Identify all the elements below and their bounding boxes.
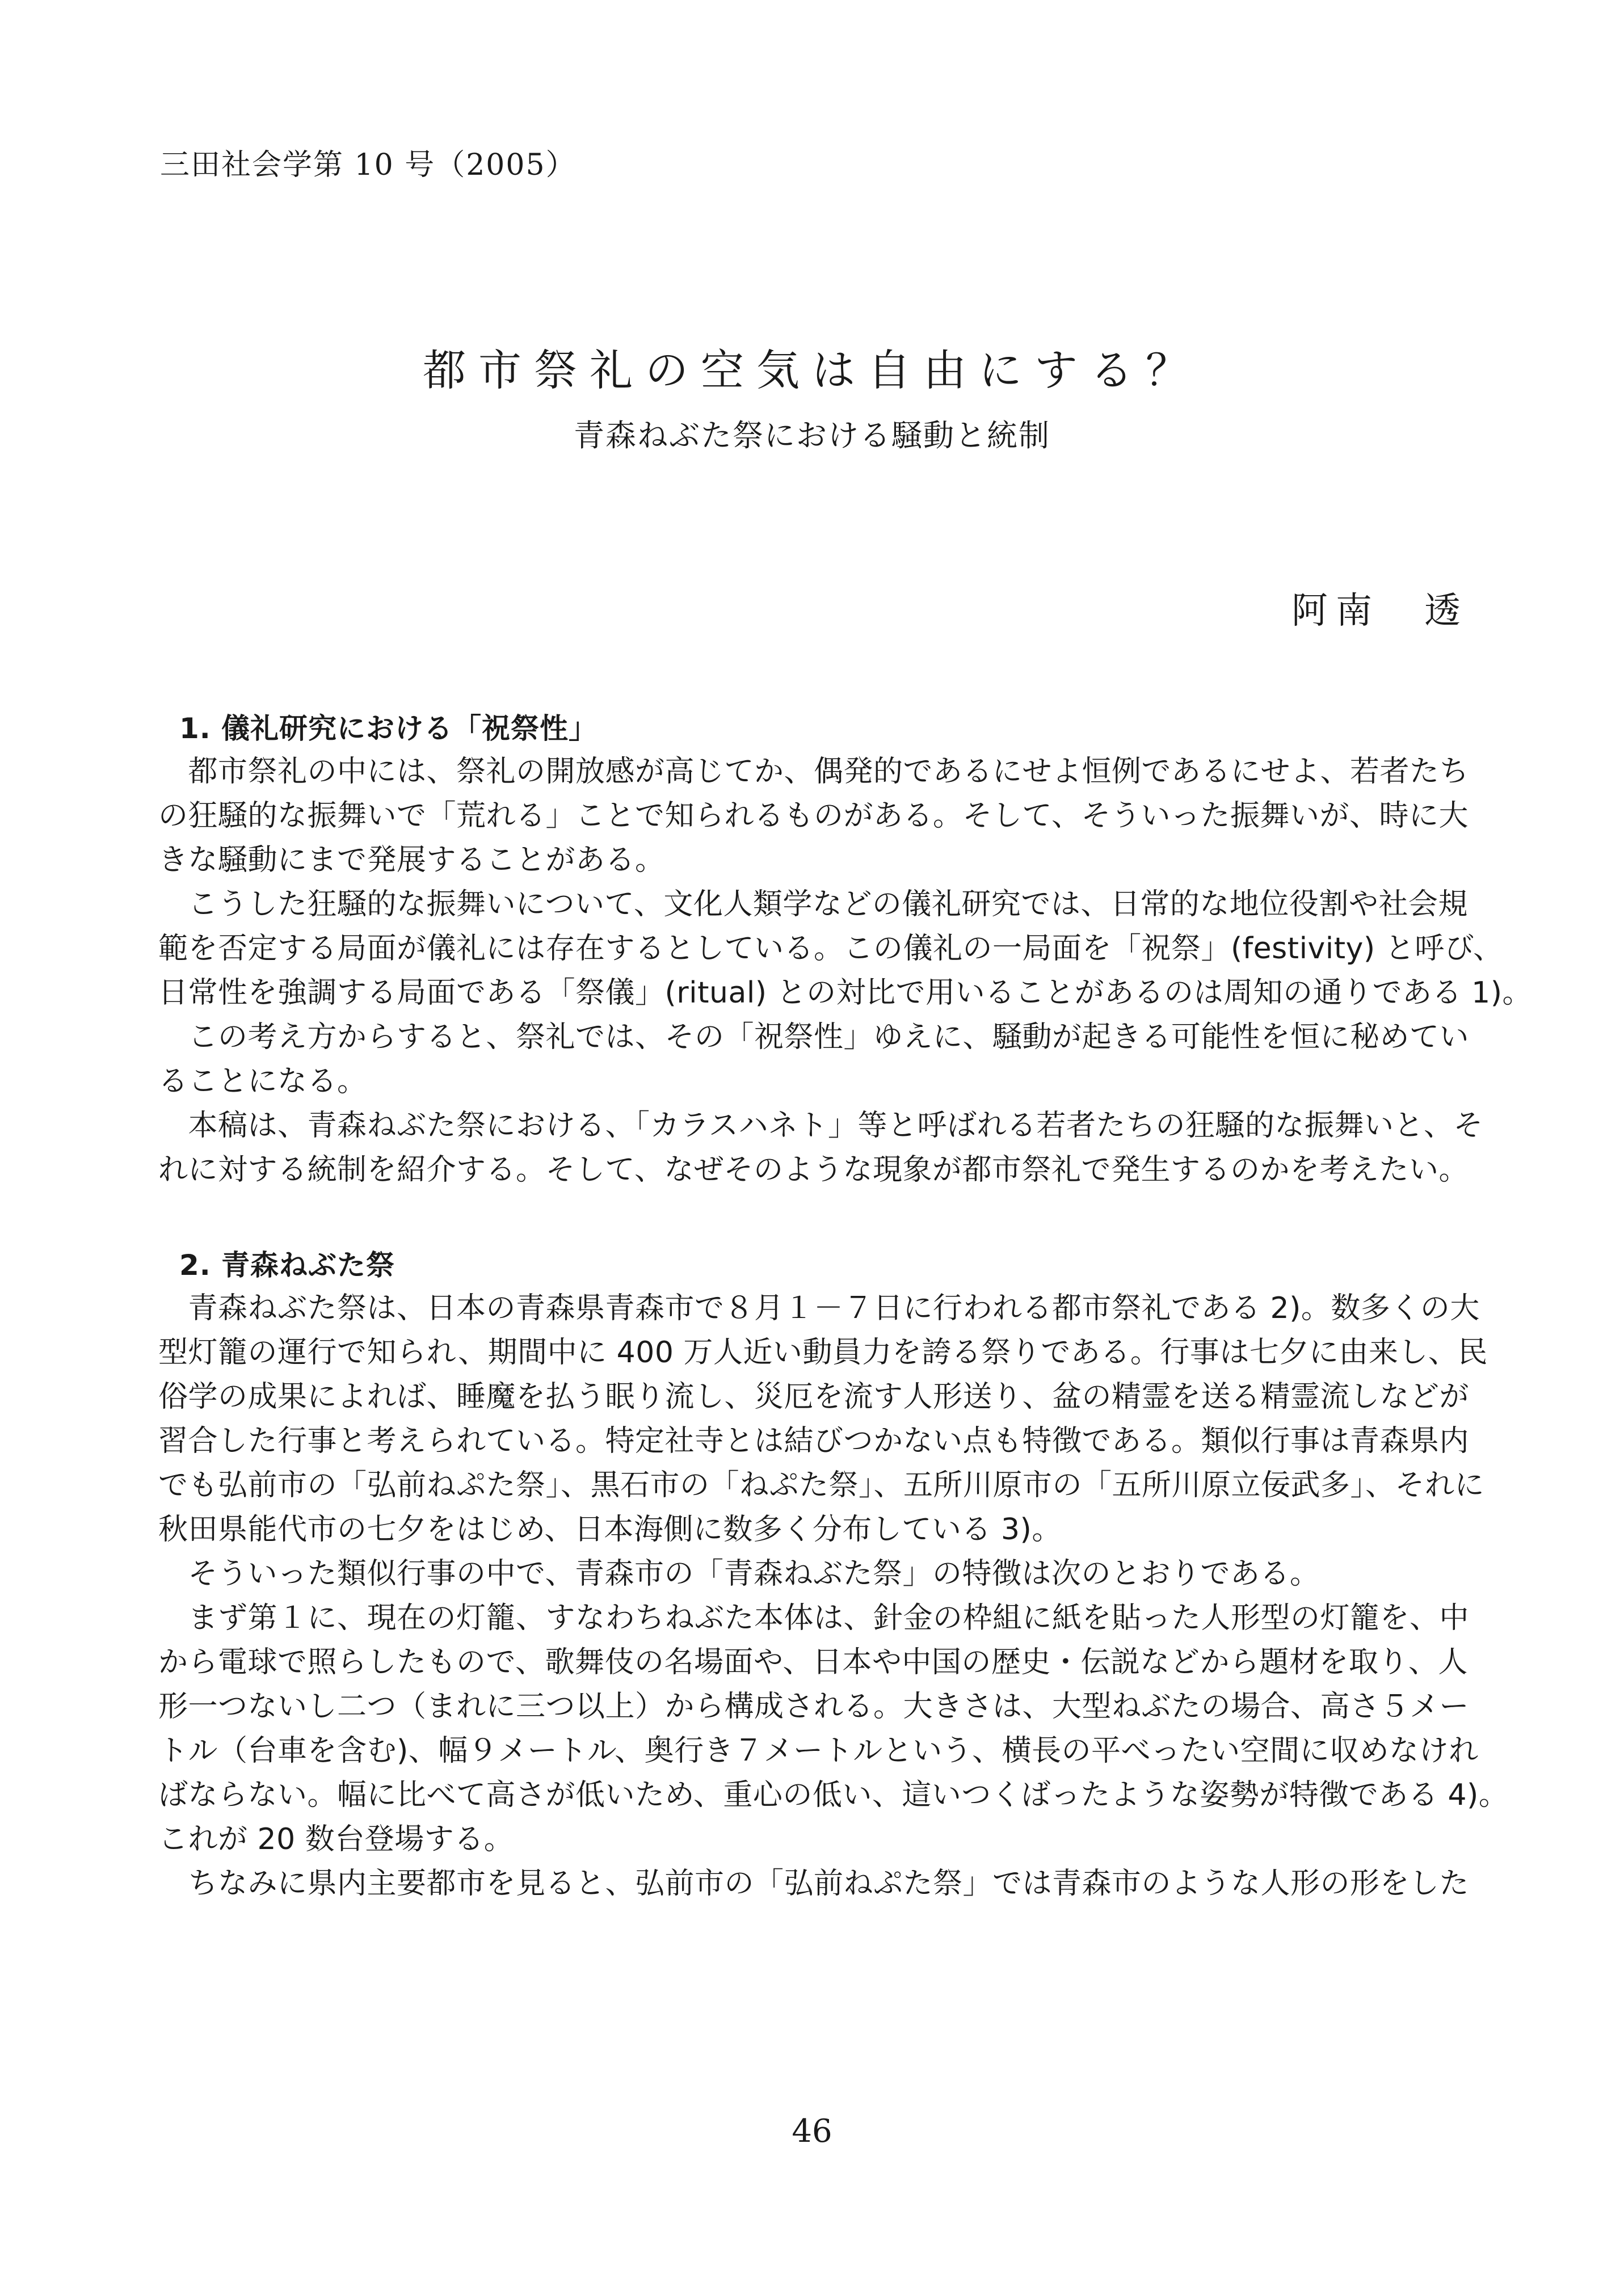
author-name: 阿南 透 [1291, 590, 1469, 632]
section-heading [179, 1243, 395, 1283]
section-heading [179, 706, 598, 747]
section-number: 1. [179, 712, 211, 745]
paragraph-line: 形一つないし二つ（まれに三つ以上）から構成される。大きさは、大型ねぶたの場合、高さ５メー [158, 1690, 1470, 1724]
paragraph-line: 俗学の成果によれば、睡魔を払う眠り流し、災厄を流す人形送り、盆の精霊を送る精霊流しなどが [158, 1380, 1470, 1414]
section-title: 青森ねぶた祭 [221, 1249, 395, 1282]
paragraph-line: でも弘前市の「弘前ねぷた祭」、黒石市の「ねぷた祭」、五所川原市の「五所川原立佞武多」、それに [158, 1468, 1485, 1502]
paragraph-line: この考え方からすると、祭礼では、その「祝祭性」ゆえに、騒動が起きる可能性を恒に秘めてい [158, 1020, 1470, 1054]
paragraph-line: 習合した行事と考えられている。特定社寺とは結びつかない点も特徴である。類似行事は青森県内 [158, 1424, 1470, 1458]
paragraph-line: 範を否定する局面が儀礼には存在するとしている。この儀礼の一局面を「祝祭」(festivity) と呼び、 [158, 932, 1503, 966]
paragraph-line: まず第１に、現在の灯籠、すなわちねぶた本体は、針金の枠組に紙を貼った人形型の灯籠を、中 [158, 1601, 1470, 1635]
section-number: 2. [179, 1249, 211, 1282]
paragraph-line: 青森ねぶた祭は、日本の青森県青森市で８月１－７日に行われる都市祭礼である 2)。数多くの大 [158, 1291, 1480, 1325]
section-title: 儀礼研究における「祝祭性」 [221, 712, 598, 745]
paragraph-line: 日常性を強調する局面である「祭儀」(ritual) との対比で用いることがあるのは周知の通りである 1)。 [158, 976, 1532, 1010]
paragraph-line: 本稿は、青森ねぶた祭における、「カラスハネト」等と呼ばれる若者たちの狂騒的な振舞いと、そ [158, 1109, 1483, 1143]
paragraph-line: ちなみに県内主要都市を見ると、弘前市の「弘前ねぷた祭」では青森市のような人形の形をした [158, 1867, 1470, 1901]
paragraph-line: きな騒動にまで発展することがある。 [158, 843, 665, 877]
paragraph-line: の狂騒的な振舞いで「荒れる」ことで知られるものがある。そして、そういった振舞いが、時に大 [158, 799, 1469, 833]
paragraph-line: こうした狂騒的な振舞いについて、文化人類学などの儀礼研究では、日常的な地位役割や社会規 [158, 887, 1468, 921]
paragraph-line: 型灯籠の運行で知られ、期間中に 400 万人近い動員力を誇る祭りである。行事は七夕に由来し、民 [158, 1336, 1488, 1370]
paragraph-line: これが 20 数台登場する。 [158, 1822, 514, 1856]
paragraph-line: ばならない。幅に比べて高さが低いため、重心の低い、這いつくばったような姿勢が特徴である 4)。 [158, 1778, 1509, 1812]
article-subtitle: 青森ねぶた祭における騒動と統制 [574, 418, 1050, 453]
paragraph-line: そういった類似行事の中で、青森市の「青森ねぶた祭」の特徴は次のとおりである。 [158, 1557, 1320, 1591]
article-title: 都市祭礼の空気は自由にする？ [423, 345, 1201, 395]
page-number: 46 [792, 2113, 832, 2150]
paragraph-line: トル（台車を含む)、幅９メートル、奥行き７メートルという、横長の平べったい空間に収めなけれ [158, 1734, 1479, 1768]
paragraph-line: から電球で照らしたもので、歌舞伎の名場面や、日本や中国の歴史・伝説などから題材を取り、人 [158, 1645, 1468, 1679]
paragraph-line: 都市祭礼の中には、祭礼の開放感が高じてか、偶発的であるにせよ恒例であるにせよ、若者たち [158, 755, 1470, 789]
paragraph-line: 秋田県能代市の七夕をはじめ、日本海側に数多く分布している 3)。 [158, 1513, 1062, 1547]
journal-header: 三田社会学第 10 号（2005） [160, 148, 577, 182]
paragraph-line: ることになる。 [158, 1064, 367, 1098]
paragraph-line: れに対する統制を紹介する。そして、なぜそのような現象が都市祭礼で発生するのかを考えたい。 [158, 1153, 1469, 1187]
